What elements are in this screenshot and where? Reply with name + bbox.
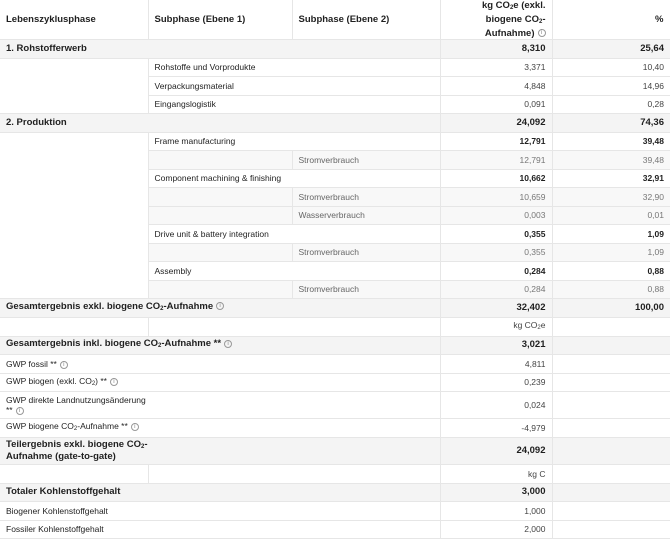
subphase-2-percent: 0,01	[552, 206, 670, 225]
unit-row	[0, 317, 670, 336]
subphase-label: Rohstoffe und Vorprodukte	[148, 58, 440, 77]
subphase-2-label: Stromverbrauch	[292, 188, 440, 207]
table-row	[0, 58, 670, 77]
carbon-fossil-value: 2,000	[440, 520, 552, 539]
subphase-2-value: 0,003	[440, 206, 552, 225]
carbon-bio-value: 1,000	[440, 502, 552, 521]
total-excl-label: Gesamtergebnis exkl. biogene $CO_2$-Aufnahme i	[0, 299, 440, 318]
unit-label: kg C	[440, 464, 552, 483]
gwp-fossil-label: GWP fossil ** i	[0, 355, 440, 374]
total-incl-label: Gesamtergebnis inkl. biogene $CO_2$-Aufnahme ** i	[0, 336, 440, 355]
carbon-total-row	[0, 483, 670, 502]
subphase-percent: 1,09	[552, 225, 670, 244]
table-row	[0, 114, 670, 133]
subphase-2-percent: 39,48	[552, 151, 670, 170]
table-row	[0, 392, 670, 419]
subphase-percent: 14,96	[552, 77, 670, 96]
subphase-label: Frame manufacturing	[148, 132, 440, 151]
subphase-2-label: Stromverbrauch	[292, 280, 440, 299]
gwp-bio-uptake-value: -4,979	[440, 419, 552, 438]
partial-value: 24,092	[440, 437, 552, 464]
gwp-biogen-label: GWP biogen (exkl. $CO_2$) ** i	[0, 373, 440, 392]
subphase-2-value: 10,659	[440, 188, 552, 207]
phase-percent: 74,36	[552, 114, 670, 133]
carbon-total-label: Totaler Kohlenstoffgehalt	[0, 483, 440, 502]
header-row	[0, 0, 670, 40]
subphase-2-label: Wasserverbrauch	[292, 206, 440, 225]
total-incl-value: 3,021	[440, 336, 552, 355]
header-subphase-1: Subphase (Ebene 1)	[148, 0, 292, 40]
subphase-value: 0,284	[440, 262, 552, 281]
subphase-2-percent: 32,90	[552, 188, 670, 207]
gwp-land-value: 0,024	[440, 392, 552, 419]
table-row	[0, 355, 670, 374]
table-row	[0, 502, 670, 521]
subphase-2-label: Stromverbrauch	[292, 151, 440, 170]
subphase-2-percent: 0,88	[552, 280, 670, 299]
info-icon[interactable]: i	[131, 423, 139, 431]
phase-percent: 25,64	[552, 40, 670, 59]
subphase-2-value: 0,355	[440, 243, 552, 262]
subphase-value: 0,091	[440, 95, 552, 114]
info-icon[interactable]: i	[16, 407, 24, 415]
phase-value: 24,092	[440, 114, 552, 133]
info-icon[interactable]: i	[216, 302, 224, 310]
header-kgco2e: kg $CO_2e$ (exkl. biogene $CO_2-Aufnahme$) i	[440, 0, 552, 40]
total-excl-row	[0, 299, 670, 318]
subphase-label: Drive unit & battery integration	[148, 225, 440, 244]
subphase-percent: 0,88	[552, 262, 670, 281]
carbon-fossil-label: Fossiler Kohlenstoffgehalt	[0, 520, 440, 539]
header-subphase-2: Subphase (Ebene 2)	[292, 0, 440, 40]
phase-value: 8,310	[440, 40, 552, 59]
gwp-land-label: GWP direkte Landnutzungsänderung ** i	[0, 392, 440, 419]
info-icon[interactable]: i	[538, 29, 546, 37]
partial-label: Teilergebnis exkl. biogene $CO_2-$ Aufnahme (gate-to-gate)	[0, 437, 440, 464]
subphase-value: 10,662	[440, 169, 552, 188]
subphase-percent: 32,91	[552, 169, 670, 188]
info-icon[interactable]: i	[110, 378, 118, 386]
table-row	[0, 40, 670, 59]
header-percent: %	[552, 0, 670, 40]
subphase-label: Eingangslogistik	[148, 95, 440, 114]
unit-row	[0, 464, 670, 483]
total-excl-value: 32,402	[440, 299, 552, 318]
carbon-total-value: 3,000	[440, 483, 552, 502]
subphase-value: 3,371	[440, 58, 552, 77]
subphase-label: Component machining & finishing	[148, 169, 440, 188]
table-row	[0, 419, 670, 438]
gwp-bio-uptake-label: GWP biogene $CO_2$-Aufnahme ** i	[0, 419, 440, 438]
total-excl-percent: 100,00	[552, 299, 670, 318]
subphase-2-label: Stromverbrauch	[292, 243, 440, 262]
info-icon[interactable]: i	[60, 361, 68, 369]
subphase-value: 12,791	[440, 132, 552, 151]
header-lebenszyklusphase: Lebenszyklusphase	[0, 0, 148, 40]
subphase-2-value: 12,791	[440, 151, 552, 170]
info-icon[interactable]: i	[224, 340, 232, 348]
phase-label: 1. Rohstofferwerb	[0, 40, 440, 59]
subphase-percent: 10,40	[552, 58, 670, 77]
table-row	[0, 132, 670, 151]
table-row	[0, 520, 670, 539]
subphase-label: Verpackungsmaterial	[148, 77, 440, 96]
subphase-2-percent: 1,09	[552, 243, 670, 262]
carbon-bio-label: Biogener Kohlenstoffgehalt	[0, 502, 440, 521]
subphase-label: Assembly	[148, 262, 440, 281]
partial-row	[0, 437, 670, 464]
subphase-value: 0,355	[440, 225, 552, 244]
gwp-biogen-value: 0,239	[440, 373, 552, 392]
phase-label: 2. Produktion	[0, 114, 440, 133]
subphase-2-value: 0,284	[440, 280, 552, 299]
subphase-value: 4,848	[440, 77, 552, 96]
gwp-fossil-value: 4,811	[440, 355, 552, 374]
total-incl-row	[0, 336, 670, 355]
unit-label: kg $CO_2e$	[440, 317, 552, 336]
subphase-percent: 0,28	[552, 95, 670, 114]
subphase-percent: 39,48	[552, 132, 670, 151]
table-row	[0, 373, 670, 392]
